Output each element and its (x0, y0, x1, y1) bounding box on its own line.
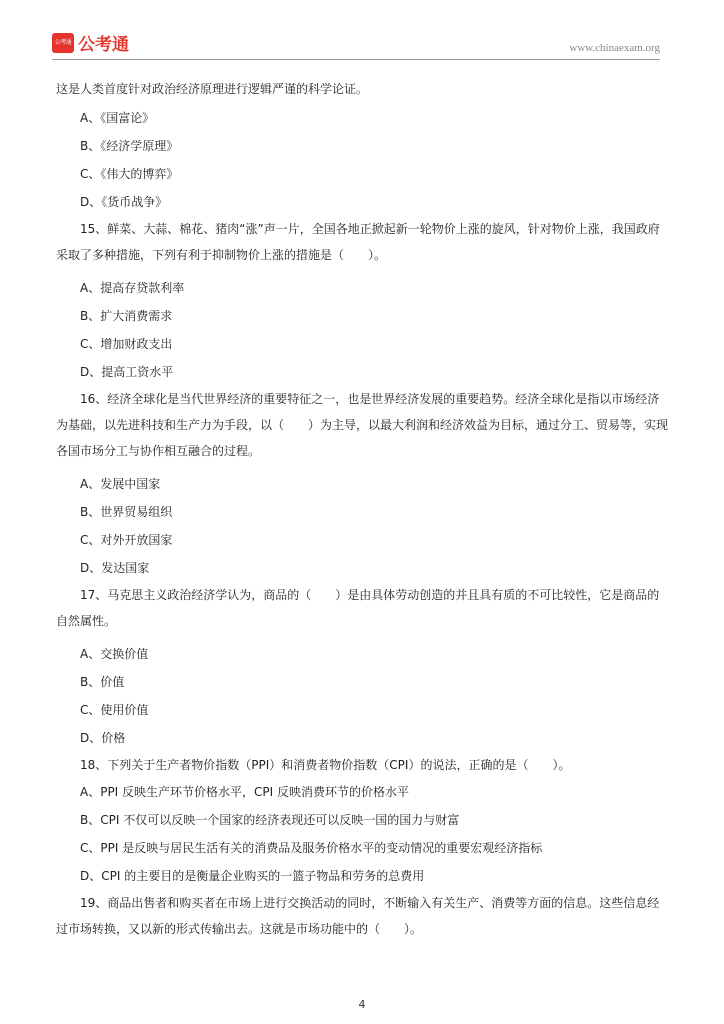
q18-option-b: B、CPI 不仅可以反映一个国家的经济表现还可以反映一国的国力与财富 (80, 813, 460, 827)
question-16 (56, 386, 668, 582)
question-15 (56, 216, 668, 386)
q16-option-a: A、发展中国家 (80, 477, 161, 491)
q17-option-c: C、使用价值 (80, 703, 149, 717)
q14-option-b: B、《经济学原理》 (80, 139, 179, 153)
logo-badge-icon: 公考通 (52, 33, 74, 53)
q17-option-a: A、交换价值 (80, 647, 149, 661)
q17-stem: 17、马克思主义政治经济学认为，商品的（ ）是由具体劳动创造的并且具有质的不可比较性，它是商品的自然属性。 (56, 588, 660, 628)
q19-stem: 19、商品出售者和购买者在市场上进行交换活动的同时，不断输入有关生产、消费等方面的信息。这些信息经过市场转换，又以新的形式传输出去。这就是市场功能中的（ ）。 (56, 896, 660, 936)
q14-option-d: D、《货币战争》 (80, 195, 168, 209)
q16-option-b: B、世界贸易组织 (80, 505, 173, 519)
question-18 (56, 752, 668, 890)
intro-line: 这是人类首度针对政治经济原理进行逻辑严谨的科学论证。 (56, 82, 369, 96)
document-body (56, 78, 668, 942)
q15-option-d: D、提高工资水平 (80, 365, 174, 379)
q15-option-b: B、扩大消费需求 (80, 309, 173, 323)
header-divider (52, 59, 660, 60)
q18-option-a: A、PPI 反映生产环节价格水平，CPI 反映消费环节的价格水平 (80, 785, 410, 799)
q18-option-d: D、CPI 的主要目的是衡量企业购买的一篮子物品和劳务的总费用 (80, 869, 425, 883)
q16-option-d: D、发达国家 (80, 561, 150, 575)
brand-logo[interactable] (52, 30, 129, 55)
q14-option-c: C、《伟大的博弈》 (80, 167, 179, 181)
q18-option-c: C、PPI 是反映与居民生活有关的消费品及服务价格水平的变动情况的重要宏观经济指标 (80, 841, 543, 855)
q18-stem: 18、下列关于生产者物价指数（PPI）和消费者物价指数（CPI）的说法，正确的是（ ）。 (80, 758, 571, 772)
question-17 (56, 582, 668, 752)
site-url[interactable]: www.chinaexam.org (569, 42, 660, 54)
q16-stem: 16、经济全球化是当代世界经济的重要特征之一，也是世界经济发展的重要趋势。经济全球化是指以市场经济为基础，以先进科技和生产力为手段，以（ ）为主导，以最大利润和经济效益为目标，通过分工、贸易等，实现各国市场分工与协作相互融合的过程。 (56, 392, 669, 458)
q16-option-c: C、对外开放国家 (80, 533, 173, 547)
logo-text: 公考通 (78, 35, 129, 55)
q17-option-b: B、价值 (80, 675, 125, 689)
q15-option-c: C、增加财政支出 (80, 337, 173, 351)
question-14-options (56, 104, 668, 216)
q15-stem: 15、鲜菜、大蒜、棉花、猪肉“涨”声一片，全国各地正掀起新一轮物价上涨的旋风，针对物价上涨，我国政府采取了多种措施，下列有利于抑制物价上涨的措施是（ ）。 (56, 222, 660, 262)
question-19 (56, 890, 668, 942)
q15-option-a: A、提高存贷款利率 (80, 281, 185, 295)
q14-option-a: A、《国富论》 (80, 111, 155, 125)
q17-option-d: D、价格 (80, 731, 126, 745)
page-number: 4 (358, 998, 366, 1011)
